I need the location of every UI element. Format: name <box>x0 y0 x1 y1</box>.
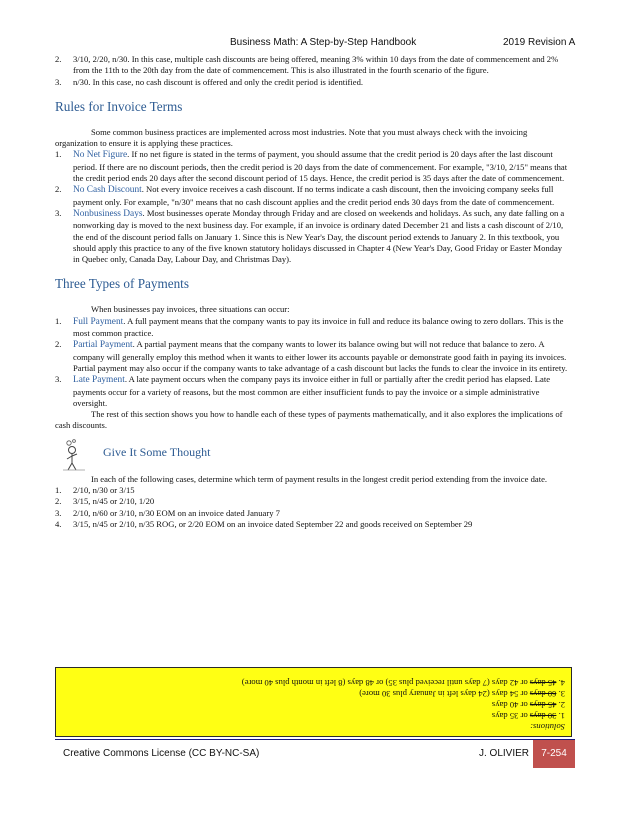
term-label: Nonbusiness Days <box>73 208 143 219</box>
intro-list <box>55 54 570 88</box>
list-item <box>55 77 570 88</box>
term-label: Partial Payment <box>73 340 133 351</box>
list-text: 2/10, n/30 or 3/15 <box>73 485 135 496</box>
list-item <box>55 54 570 77</box>
license-label: Creative Commons License (CC BY-NC-SA) <box>63 748 260 759</box>
list-text: 2/10, n/60 or 3/10, n/30 EOM on an invoice dated January 7 <box>73 507 280 518</box>
author-label: J. OLIVIER <box>479 748 530 759</box>
list-item <box>55 184 570 208</box>
solutions-label: Solutions: <box>530 722 565 732</box>
list-item <box>55 339 570 374</box>
list-text: 3/10, 2/20, n/30. In this case, multiple cash discounts are being offered, meaning 3% within 10 days from the date of commencement and 2% from the 11th to the 20th day from the date of commencement. This is also illustrated in the fourth scenario of the figure. <box>73 54 559 76</box>
term-description: . Most businesses operate Monday through Friday and are closed on weekends and holidays. As such, any date falling on a nonworking day is moved to the next business day. For example, if an invoice is ordinary dated December 21 and lists a cash discount of 2/10, the end of the discount period falls on January 1. Since this is New Year's Day, the discount period extends to January 2. In this textbook, you should apply this practice to any of the five known statutory holidays discussed in Chapter 4 (New Year's Day, Good Friday or Easter Monday in Quebec only, Canada Day, Labour Day, and Christmas Day). <box>73 207 565 265</box>
list-number: 1. <box>55 315 62 326</box>
list-number: 1. <box>55 149 62 160</box>
list-item <box>55 508 570 519</box>
list-text: n/30. In this case, no cash discount is offered and only the credit period is identified. <box>73 76 364 87</box>
list-item <box>55 316 570 340</box>
solution-line: 3. 60 days or 54 days (24 days left in January plus 30 more) <box>359 688 565 699</box>
list-number: 2. <box>55 496 62 507</box>
list-item <box>55 485 570 496</box>
term-description: . Not every invoice receives a cash discount. If no terms indicate a cash discount, then the invoicing company seeks full payment only. For example, "n/30" means that no cash discount applies and the credit period ends 30 days from the date of commencement. <box>73 184 555 207</box>
term-description: . A late payment occurs when the company pays its invoice either in full or partially after the credit period has elapsed. Late payments occur for a variety of reasons, but the most common are either insufficient funds to pay the invoice or a simple administrative oversight. <box>73 374 551 408</box>
solution-line: 2. 45 days or 40 days <box>491 699 565 710</box>
term-label: No Cash Discount <box>73 185 142 196</box>
term-label: No Net Figure <box>73 150 128 161</box>
give-it-thought-banner <box>55 440 570 470</box>
section-heading-payments: Three Types of Payments <box>55 276 189 292</box>
solutions-upside-down <box>56 668 571 736</box>
list-item <box>55 496 570 507</box>
list-number: 3. <box>55 374 62 385</box>
term-description: . If no net figure is stated in the terms of payment, you should assume that the credit period is 20 days after the last discount period. If there are no discount periods, then the credit period is 20 days from the date of commencement. For example, "3/10, 2/15" means that the credit period ends 20 days after the second discount period of 15 days. Hence, the credit period is 35 days after the date of commencement. <box>73 149 568 184</box>
term-label: Late Payment <box>73 375 125 386</box>
list-text: 3/15, n/45 or 2/10, 1/20 <box>73 496 155 507</box>
solution-line: 4. 45 days or 42 days (7 days until received plus 35) or 48 days (8 left in month plus 40 more) <box>241 677 565 688</box>
page-header <box>0 37 630 51</box>
list-number: 3. <box>55 507 62 518</box>
list-number: 3. <box>55 76 62 87</box>
solutions-box <box>55 667 572 737</box>
payments-intro: When businesses pay invoices, three situations can occur: <box>91 304 290 315</box>
revision-label: 2019 Revision A <box>503 37 576 48</box>
term-label: Full Payment <box>73 316 124 327</box>
list-number: 2. <box>55 184 62 195</box>
list-number: 3. <box>55 207 62 218</box>
list-item <box>55 149 570 184</box>
term-description: . A partial payment means that the company wants to lower its balance owing but will not reduce that balance to zero. A company will generally employ this method when it wants to either lower its accounts payable or demonstrate good faith in paying its invoices. Partial payment may also occur if the company wants to take advantage of a cash discount but lacks the funds to clear the invoice in its entirety. <box>73 339 568 373</box>
list-item <box>55 519 570 530</box>
list-text: 3/15, n/45 or 2/10, n/35 ROG, or 2/20 EOM on an invoice dated September 22 and goods received on September 29 <box>73 518 473 529</box>
term-description: . A full payment means that the company wants to pay its invoice in full and reduce its balance owing to zero dollars. This is the most common practice. <box>73 315 564 339</box>
list-item <box>55 208 570 265</box>
section-heading-rules: Rules for Invoice Terms <box>55 98 183 114</box>
page-footer <box>55 739 575 768</box>
page-content <box>55 54 570 530</box>
book-title: Business Math: A Step-by-Step Handbook <box>230 37 417 48</box>
thought-intro: In each of the following cases, determine which term of payment results in the longest credit period extending from the invoice date. <box>91 473 548 484</box>
thought-heading: Give It Some Thought <box>103 444 211 459</box>
rules-intro: Some common business practices are implemented across most industries. Note that you must always check with the invoicing organization to ensure it is applying these practices. <box>55 126 528 149</box>
solution-line: 1. 30 days or 35 days <box>491 710 565 721</box>
thinking-person-icon <box>59 438 89 472</box>
page-number-badge: 7-254 <box>533 740 575 768</box>
list-number: 2. <box>55 54 62 64</box>
payments-closing: The rest of this section shows you how to handle each of these types of payments mathematically, and it also explores the implications of cash discounts. <box>55 409 563 431</box>
list-number: 1. <box>55 485 62 496</box>
list-item <box>55 374 570 409</box>
list-number: 2. <box>55 339 62 350</box>
list-number: 4. <box>55 518 62 529</box>
